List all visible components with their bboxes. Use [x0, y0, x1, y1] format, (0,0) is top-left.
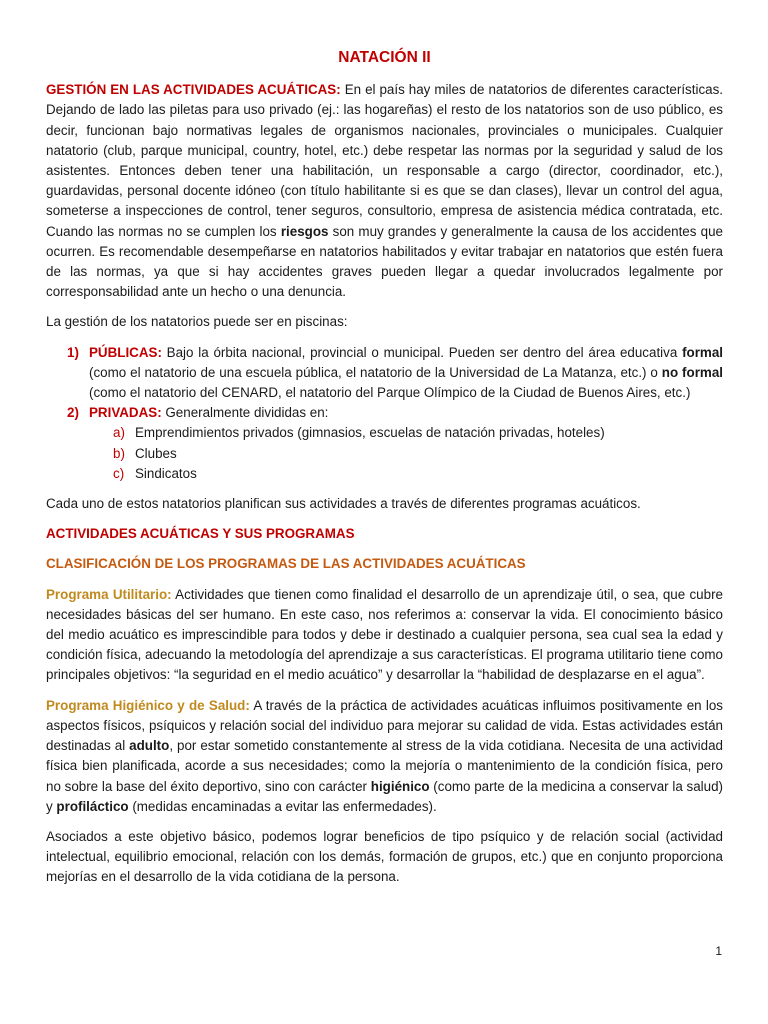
document-page	[46, 48, 723, 898]
asociados-paragraph: Asociados a este objetivo básico, podemos lograr beneficios de tipo psíquico y de relación social (actividad intelectual, equilibrio emocional, relación con los demás, formación de grupos, etc.) que en conjunto proporciona mejorías en el desarrollo de la vida cotidiana de la persona.	[46, 828, 723, 885]
utilitario-label: Programa Utilitario:	[46, 586, 172, 602]
list-item-publicas: 1) PÚBLICAS: Bajo la órbita nacional, provincial o municipal. Pueden ser dentro del área educativa formal (como el natatorio de una escuela pública, el natatorio de la Universidad de La Matanza, etc.) o no formal (como el natatorio del CENARD, el natatorio del Parque Olímpico de la Ciudad de Buenos Aires, etc.)	[67, 344, 723, 401]
intro-paragraph: GESTIÓN EN LAS ACTIVIDADES ACUÁTICAS: En el país hay miles de natatorios de diferentes características. Dejando de lado las piletas para uso privado (ej.: las hogareñas) el resto de los natatorios son de uso público, es decir, funcionan bajo normativas legales de organismos nacionales, provinciales o municipales. Cualquier natatorio (club, parque municipal, country, hotel, etc.) debe respetar las normas por la seguridad y salud de los asistentes. Entonces deben tener una habilitación, un responsable a cargo (director, coordinador, etc.), guardavidas, personal docente idóneo (con título habilitante si es que se dan clases), llevar un control del agua, someterse a inspecciones de control, tener seguros, consultorio, empresa de asistencia médica contratada, etc. Cuando las normas no se cumplen los riesgos son muy grandes y generalmente la causa de los accidentes que ocurren. Es recomendable desempeñarse en natatorios habilitados y evitar trabajar en natatorios que estén fuera de las normas, ya que si hay accidentes graves pueden llegar a quedar involucrados legalmente por corresponsabilidad ante un hecho o una denuncia.	[46, 82, 723, 300]
sub-list-letter: c)	[113, 465, 125, 481]
sub-list-item: b) Clubes	[46, 444, 723, 464]
sub-list-item: a) Emprendimientos privados (gimnasios, escuelas de natación privadas, hoteles)	[46, 423, 723, 443]
sub-list-item: c) Sindicatos	[46, 464, 723, 484]
page-title: NATACIÓN II	[338, 49, 431, 66]
page-number: 1	[715, 944, 722, 958]
section-heading-actividades: ACTIVIDADES ACUÁTICAS Y SUS PROGRAMAS	[46, 526, 355, 542]
list-item-privadas: 2) PRIVADAS: Generalmente divididas en:	[46, 403, 723, 423]
sub-list-letter: b)	[113, 445, 125, 461]
section-heading-clasificacion: CLASIFICACIÓN DE LOS PROGRAMAS DE LAS ACTIVIDADES ACUÁTICAS	[46, 556, 526, 572]
list-number: 2)	[67, 405, 79, 421]
intro-heading: GESTIÓN EN LAS ACTIVIDADES ACUÁTICAS:	[46, 82, 341, 98]
publicas-label: PÚBLICAS:	[89, 344, 162, 360]
privadas-label: PRIVADAS:	[89, 405, 162, 421]
gestion-intro: La gestión de los natatorios puede ser en piscinas:	[46, 314, 348, 330]
higienico-paragraph: Programa Higiénico y de Salud: A través de la práctica de actividades acuáticas influimos positivamente en los aspectos físicos, psíquicos y relación social del individuo para mejorar su calidad de vida. Estas actividades están destinadas al adulto, por estar sometido constantemente al stress de la vida cotidiana. Necesita de una actividad física bien planificada, acorde a sus necesidades; como la mejoría o mantenimiento de la condición física, pero no sobre la base del éxito deportivo, sino con carácter higiénico (como parte de la medicina a conservar la salud) y profiláctico (medidas encaminadas a evitar las enfermedades).	[46, 697, 723, 814]
higienico-label: Programa Higiénico y de Salud:	[46, 697, 250, 713]
list-number: 1)	[67, 344, 79, 360]
utilitario-paragraph: Programa Utilitario: Actividades que tienen como finalidad el desarrollo de un aprendizaje útil, o sea, que cubre necesidades básicas del ser humano. En este caso, nos referimos a: conservar la vida. El conocimiento básico del medio acuático es imprescindible para todos y debe ir destinado a cualquier persona, sea cual sea la edad y condición física, adecuando la metodología del aprendizaje a sus características. El programa utilitario tiene como principales objetivos: “la seguridad en el medio acuático” y desarrollar la “habilidad de desplazarse en el agua”.	[46, 586, 723, 683]
piscinas-list	[46, 343, 723, 484]
sub-list-letter: a)	[113, 425, 125, 441]
programs-intro: Cada uno de estos natatorios planifican sus actividades a través de diferentes programas acuáticos.	[46, 496, 641, 512]
